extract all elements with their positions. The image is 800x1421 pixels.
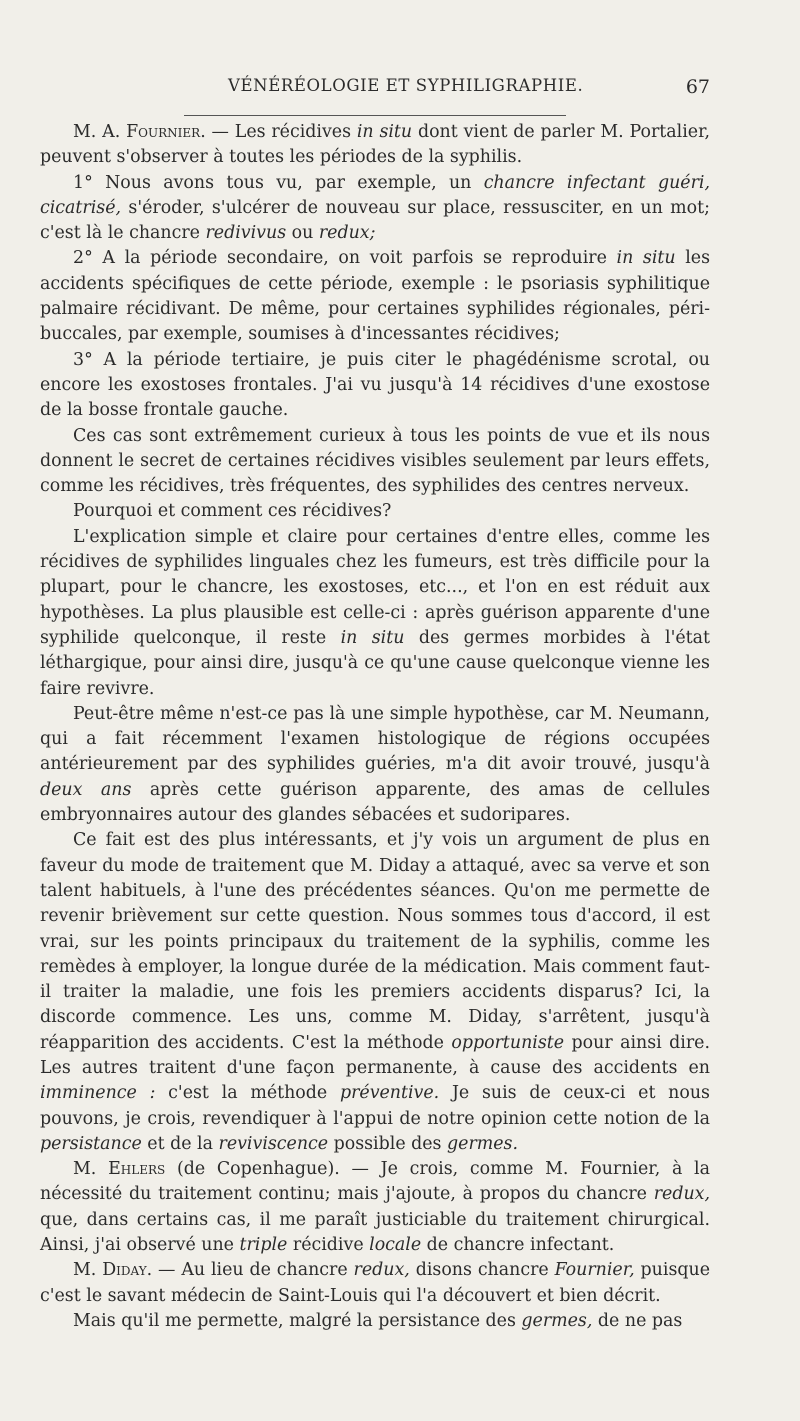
text-run: et de la [141,1133,219,1154]
text-run: que, dans certains cas, il me paraît justiciable du traitement chirurgical. Ainsi, j'ai observé une [40,1209,710,1256]
paragraph [40,424,710,500]
paragraph [40,1309,710,1334]
emphasis: reviviscence [218,1133,329,1154]
emphasis: in situ [616,248,676,269]
text-run: Ce fait est des plus intéressants, et j'y vois un argument de plus en faveur du mode de traitement que M. Diday a attaqué, avec sa verve et son talent habituels, à l'une des précédentes séances. Qu'on me permette de revenir brièvement sur cette question. Nous sommes tous d'accord, il est vrai, sur les points principaux du traitement de la syphilis, comme les remèdes à employer, la longue durée de la médication. Mais comment faut-il traiter la maladie, une fois les premiers accidents disparus? Ici, la discorde commence. Les uns, comme M. Diday, s'arrêtent, jusqu'à réapparition des accidents. C'est la méthode [40,830,710,1053]
header-rule [184,115,566,116]
emphasis: persistance [40,1133,142,1154]
running-title: VÉNÉRÉOLOGIE ET SYPHILIGRAPHIE. [228,76,584,95]
emphasis: triple [239,1235,288,1256]
emphasis: germes. [447,1133,518,1154]
text-run: Pourquoi et comment ces récidives? [73,501,392,522]
emphasis: deux ans [40,779,132,800]
emphasis: in situ [340,627,405,648]
text-run: puisque c'est le savant médecin de Saint-Louis qui l'a découvert et bien décrit. [40,1260,710,1306]
text-run: les accidents spécifiques de cette période, exemple : le psoriasis syphilitique palmaire récidivant. De même, pour certaines syphilides régionales, péri-buccales, par exemple, soumises à d'incessantes récidives; [40,248,711,345]
text-run: 2° A la période secondaire, on voit parfois se reproduire [73,248,617,269]
text-run: L'explication simple et claire pour certaines d'entre elles, comme les récidives de syphilides linguales chez les fumeurs, est très difficile pour la plupart, pour le chancre, les exostoses, etc..., et l'on en est réduit aux hypothèses. La plus plausible est celle-ci : après guérison apparente d'une syphilide quelconque, il reste [40,526,710,648]
emphasis: locale [369,1235,422,1256]
page-number: 67 [685,76,710,98]
text-run: M. A. [73,122,127,142]
paragraph [40,120,710,171]
text-run: des germes morbides à l'état léthargique, pour ainsi dire, jusqu'à ce qu'une cause quelconque vienne les faire revivre. [40,627,710,699]
emphasis: in situ [356,122,413,142]
text-run: M. [73,1159,109,1180]
text-run: . — Les récidives [200,122,357,142]
text-run: disons chancre [409,1260,555,1281]
text-run: Peut-être même n'est-ce pas là une simple hypothèse, car M. Neumann, qui a fait récemment l'examen histologique de régions occupées antérieurement par des syphilides guéries, m'a dit avoir trouvé, jusqu'à [40,703,710,775]
paragraph [40,171,710,247]
text-run: ou [286,223,319,244]
paragraph [40,1157,710,1258]
paragraph [40,702,710,828]
body-text [40,120,710,1334]
emphasis: opportuniste [451,1032,565,1053]
emphasis: germes, [521,1310,593,1331]
emphasis: Fournier, [554,1260,635,1281]
speaker-name: Fournier [126,122,201,142]
text-run: pour ainsi dire. Les autres traitent d'une façon permanente, à cause des accidents en [40,1032,710,1078]
text-run: c'est la méthode [155,1083,340,1104]
text-run: de chancre infectant. [421,1235,615,1256]
emphasis: imminence : [40,1083,156,1104]
text-run: après cette guérison apparente, des amas de cellules embryonnaires autour des glandes sébacées et sudoripares. [40,779,710,826]
text-run: M. [73,1260,103,1281]
text-run: dont vient de parler M. Portalier, peuvent s'observer à toutes les périodes de la syphilis. [40,122,710,168]
paragraph [40,828,710,1157]
text-run: possible des [328,1133,448,1154]
text-run: s'éroder, s'ulcérer de nouveau sur place, ressusciter, en un mot; c'est là le chancre [40,197,710,244]
text-run: récidive [287,1235,370,1256]
text-run: 1° Nous avons tous vu, par exemple, un [73,172,484,193]
text-run: 3° A la période tertiaire, je puis citer le phagédénisme scrotal, ou encore les exostoses frontales. J'ai vu jusqu'à 14 récidives d'une exostose de la bosse frontale gauche. [40,349,710,421]
paragraph [40,348,710,424]
text-run: Ces cas sont extrêmement curieux à tous les points de vue et ils nous donnent le secret de certaines récidives visibles seulement par leurs effets, comme les récidives, très fréquentes, des syphilides des centres nerveux. [40,425,710,497]
emphasis: redux, [353,1260,410,1281]
text-run: Je suis de ceux-ci et nous pouvons, je crois, revendiquer à l'appui de notre opinion cette notion de la [40,1083,710,1129]
paragraph [40,1258,710,1309]
text-run: Mais qu'il me permette, malgré la persistance des [73,1310,522,1331]
speaker-name: Ehlers [108,1159,166,1180]
text-run: de ne pas [592,1310,683,1331]
emphasis: chancre infectant guéri, cicatrisé, [40,172,710,218]
emphasis: redux; [318,223,376,244]
paragraph [40,246,710,347]
text-run: . — Au lieu de chancre [146,1260,354,1281]
text-run: (de Copenhague). — Je crois, comme M. Fournier, à la nécessité du traitement continu; mais j'ajoute, à propos du chancre [40,1159,710,1205]
paragraph [40,525,710,702]
speaker-name: Diday [102,1260,147,1281]
emphasis: redux, [653,1184,710,1205]
emphasis: redivivus [205,223,287,244]
emphasis: préventive. [339,1083,440,1104]
paragraph [40,499,710,524]
